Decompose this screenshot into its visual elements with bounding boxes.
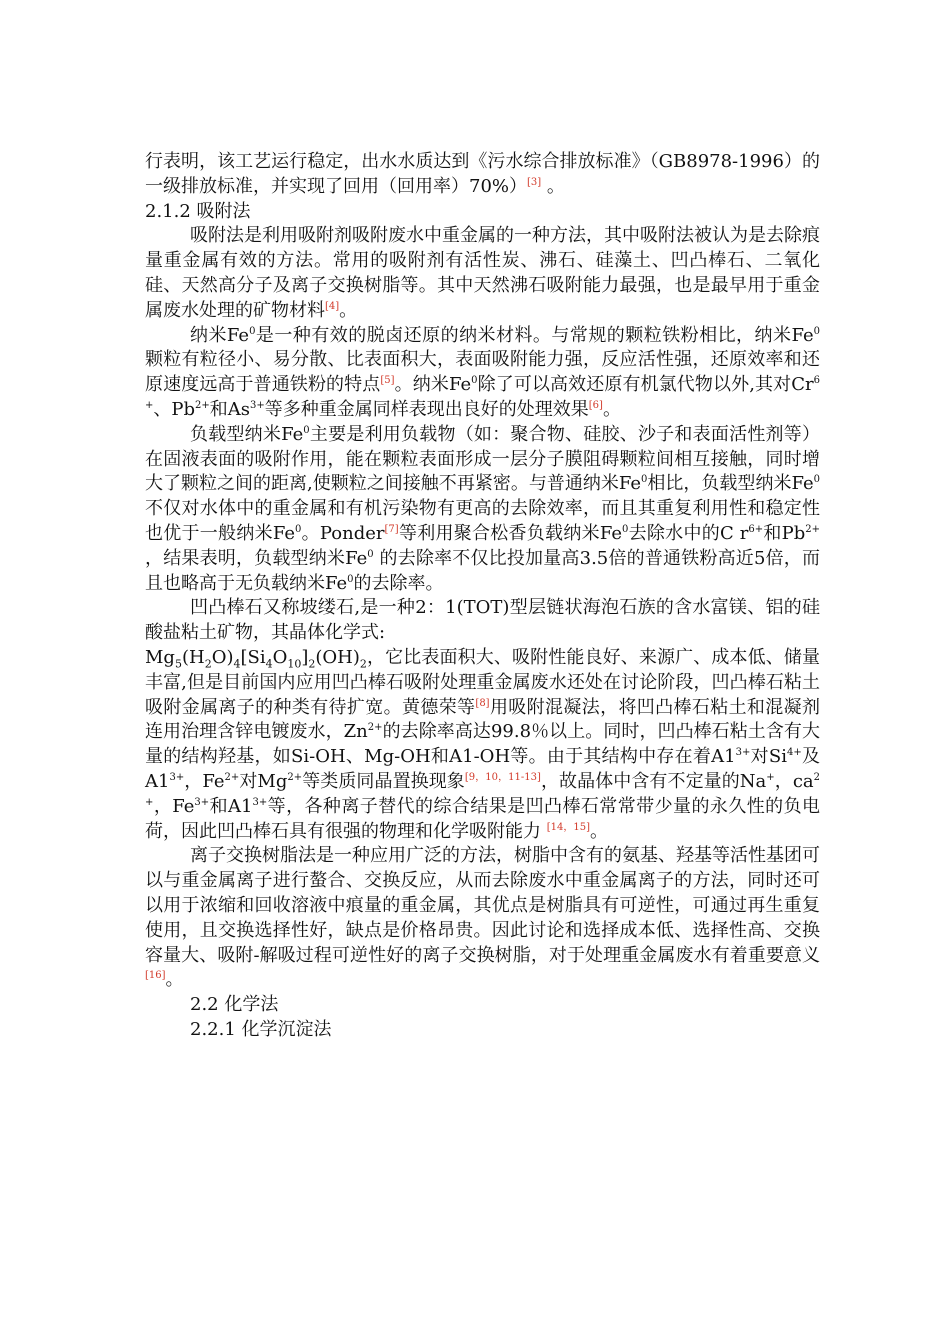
paragraph-continued: 行表明，该工艺运行稳定，出水水质达到《污水综合排放标准》（GB8978-1996）的一级排放标准，并实现了回用（回用率）70%）[3] 。 [145, 151, 820, 197]
citation[interactable]: [8] [475, 697, 490, 709]
paragraph-attapulgite: 凹凸棒石又称坡缕石,是一种2：1(TOT)型层链状海泡石族的含水富镁、铝的硅酸盐粘土矿物，其晶体化学式: $Mg_5(H_2O)_4[Si_4O_{10}]_2(OH)_2$，它比表面积大、吸附性能良好、来源广、成本低、储量丰富,但是目前国内应用凹凸棒石吸附处理重金属废水还处在讨论阶段，凹凸棒石粘土吸附金属离子的种类有待扩宽。黄德荣等[8]用吸附混凝法，将凹凸棒石粘土和混凝剂连用治理含锌电镀废水，$Zn^{2+}$的去除率高达99.8％以上。同时，凹凸棒石粘土含有大量的结构羟基，如Si-OH、Mg-OH和A1-OH等。由于其结构中存在着$A1^{3+}$对$Si^{4+}$及$A1^{3+}$，$Fe^{2+}$对$Mg^{2+}$等类质同晶置换现象[9，10，11-13]，故晶体中含有不定量的Na+，$ca^{2+}$，$Fe^{3+}$和$A1^{3+}$等，各种离子替代的综合结果是凹凸棒石常常带少量的永久性的负电荷，因此凹凸棒石具有很强的物理和化学吸附能力 [14，15]。 [145, 597, 821, 842]
chemical-formula: $Mg_5(H_2O)_4[Si_4O_{10}]_2(OH)_2$ [145, 646, 367, 671]
document-body [145, 150, 820, 1043]
citation[interactable]: [14，15] [546, 821, 590, 833]
paragraph-adsorption: 吸附法是利用吸附剂吸附废水中重金属的一种方法，其中吸附法被认为是去除痕量重金属有效的方法。常用的吸附剂有活性炭、沸石、硅藻土、凹凸棒石、二氧化硅、天然高分子及离子交换树脂等。其中天然沸石吸附能力最强，也是最早用于重金属废水处理的矿物材料[4]。 [145, 225, 820, 321]
section-heading-2-2: 2.2 化学法 [190, 994, 279, 1016]
citation[interactable]: [9，10，11-13] [464, 771, 541, 783]
citation[interactable]: [3] [527, 176, 542, 188]
paragraph-nano-iron: 纳米Fe$^0$是一种有效的脱卤还原的纳米材料。与常规的颗粒铁粉相比，纳米Fe$^0$颗粒有粒径小、易分散、比表面积大，表面吸附能力强，反应活性强，还原效率和还原速度远高于普通铁粉的特点[5]。纳米Fe$^0$除了可以高效还原有机氯代物以外,其对$Cr^{6+}$、$Pb^{2+}$和$As^{3+}$等多种重金属同样表现出良好的处理效果[6]。 [145, 324, 820, 420]
citation[interactable]: [6] [588, 399, 603, 411]
citation[interactable]: [7] [384, 523, 399, 535]
section-heading-2-1-2: 2.1.2 吸附法 [145, 200, 251, 222]
citation[interactable]: [4] [325, 300, 340, 312]
section-heading-2-2-1: 2.2.1 化学沉淀法 [190, 1018, 332, 1040]
paragraph-supported-nano-iron: 负载型纳米Fe$^0$主要是利用负载物（如：聚合物、硅胶、沙子和表面活性剂等）在固液表面的吸附作用，能在颗粒表面形成一层分子膜阻碍颗粒间相互接触，同时增大了颗粒之间的距离,使颗粒之间接触不再紧密。与普通纳米Fe$^0$相比，负载型纳米Fe$^0$不仅对水体中的重金属和有机污染物有更高的去除效率，而且其重复利用性和稳定性也优于一般纳米Fe$^0$。Ponder[7]等利用聚合松香负载纳米Fe$^0$去除水中的C $r^{6+}$和$Pb^{2+}$ ，结果表明，负载型纳米Fe$^0$ 的去除率不仅比投加量高3.5倍的普通铁粉高近5倍，而且也略高于无负载纳米Fe$^0$的去除率。 [145, 423, 821, 594]
citation[interactable]: [5] [380, 375, 395, 387]
paragraph-ion-exchange: 离子交换树脂法是一种应用广泛的方法，树脂中含有的氨基、羟基等活性基团可以与重金属离子进行螯合、交换反应，从而去除废水中重金属离子的方法，同时还可以用于浓缩和回收溶液中痕量的重金属，其优点是树脂具有可逆性，可通过再生重复使用，且交换选择性好，缺点是价格昂贵。因此讨论和选择成本低、选择性高、交换容量大、吸附-解吸过程可逆性好的离子交换树脂，对于处理重金属废水有着重要意义[16]。 [145, 845, 820, 991]
citation[interactable]: [16] [145, 970, 166, 982]
